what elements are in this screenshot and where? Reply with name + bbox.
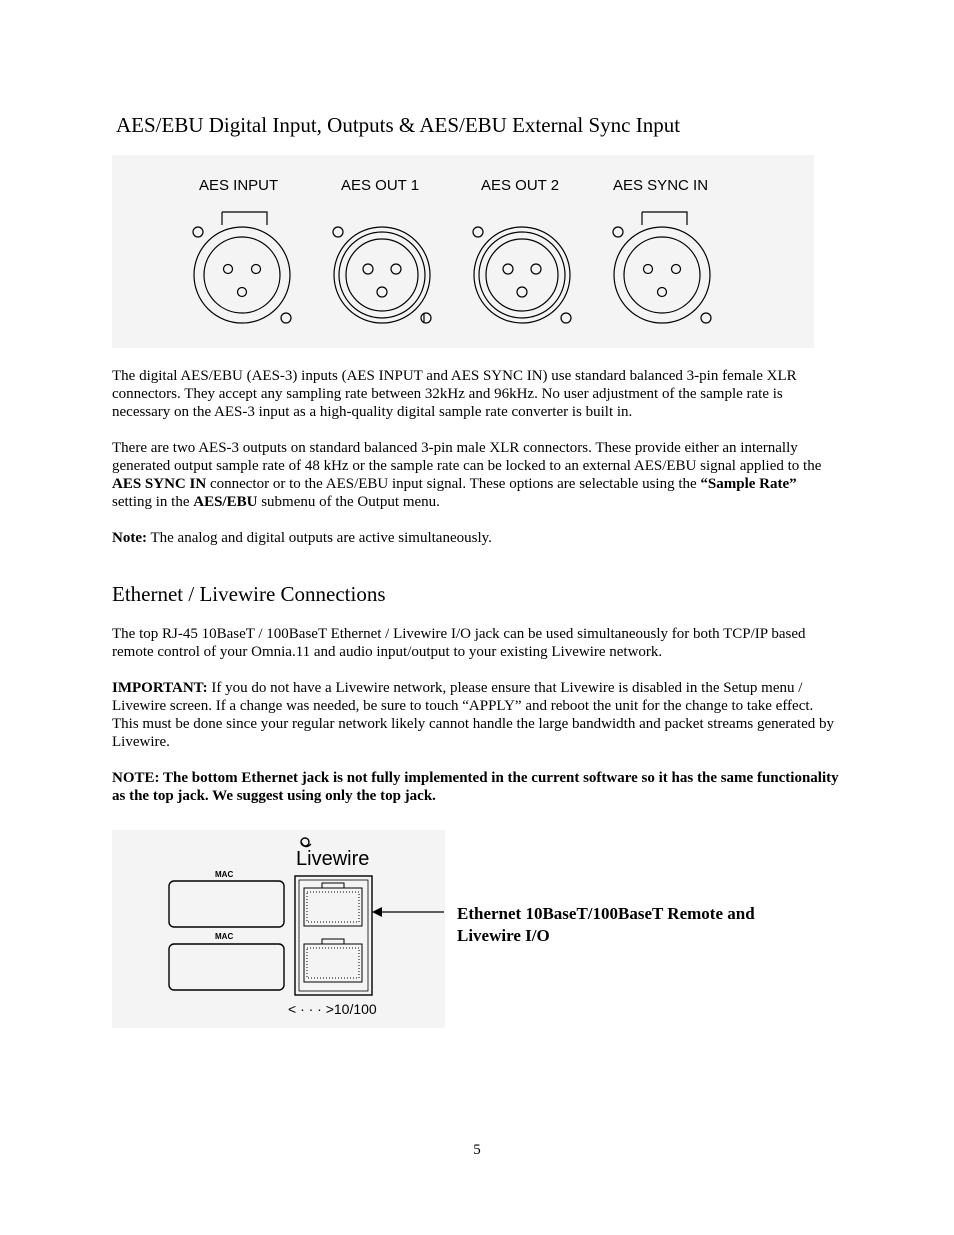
important-text: If you do not have a Livewire network, please ensure that Livewire is disabled in the Setup menu / Livewire screen. If a change was needed, be sure to touch “APPLY” and reboot the unit for the change to take effect. This must be done since your regular network likely cannot handle the large bandwidth and packet streams generated by Livewire. bbox=[112, 680, 834, 750]
text-run: setting in the bbox=[112, 494, 194, 510]
text-run: There are two AES-3 outputs on standard balanced 3-pin male XLR connectors. These provide either an internally generated output sample rate of 48 kHz or the sample rate can be locked to an external AES/EBU signal applied to the bbox=[112, 440, 822, 474]
aes-out1-label: AES OUT 1 bbox=[341, 177, 420, 194]
xlr-female-icon bbox=[193, 212, 291, 323]
aes-paragraph-2 bbox=[112, 439, 840, 511]
mac-box-top bbox=[169, 881, 284, 927]
aes-paragraph-1: The digital AES/EBU (AES-3) inputs (AES INPUT and AES SYNC IN) use standard balanced 3-pin female XLR connectors. They accept any sampling rate between 32kHz and 96kHz. No user adjustment of the sample rate is necessary on the AES-3 input as a high-quality digital sample rate converter is built in. bbox=[112, 368, 797, 420]
xlr-male-icon bbox=[333, 227, 431, 323]
text-run: connector or to the AES/EBU input signal. These options are selectable using the bbox=[206, 476, 701, 492]
ethernet-callout-label: Ethernet 10BaseT/100BaseT Remote and Livewire I/O bbox=[457, 904, 755, 945]
aes-input-label: AES INPUT bbox=[199, 177, 279, 194]
important-label: IMPORTANT: bbox=[112, 680, 208, 696]
note-text: The analog and digital outputs are active simultaneously. bbox=[146, 530, 492, 546]
note-label: Note: bbox=[112, 530, 147, 546]
bold-term: AES SYNC IN bbox=[112, 476, 207, 492]
mac-label-top: MAC bbox=[215, 870, 234, 879]
speed-label: < · · · >10/100 bbox=[288, 1001, 377, 1017]
text-run: submenu of the Output menu. bbox=[257, 494, 440, 510]
ethernet-jack-figure bbox=[112, 830, 445, 1028]
xlr-male-icon bbox=[473, 227, 571, 323]
ethernet-note: NOTE: The bottom Ethernet jack is not fully implemented in the current software so it has the same functionality as the top jack. We suggest using only the top jack. bbox=[112, 770, 839, 804]
rj45-jacks-drawing bbox=[112, 830, 445, 1028]
rj45-top-jack-icon bbox=[304, 883, 362, 926]
livewire-swirl-icon bbox=[301, 838, 311, 847]
mac-box-bottom bbox=[169, 944, 284, 990]
callout-arrow bbox=[370, 905, 450, 919]
section-title-aes: AES/EBU Digital Input, Outputs & AES/EBU External Sync Input bbox=[116, 113, 681, 137]
aes-note bbox=[112, 529, 840, 547]
aes-sync-in-label: AES SYNC IN bbox=[613, 177, 709, 194]
section-title-ethernet: Ethernet / Livewire Connections bbox=[112, 582, 386, 606]
mac-label-bottom: MAC bbox=[215, 932, 234, 941]
livewire-logo: Livewire bbox=[296, 848, 370, 870]
ethernet-paragraph-1: The top RJ-45 10BaseT / 100BaseT Ethernet / Livewire I/O jack can be used simultaneously for both TCP/IP based remote control of your Omnia.11 and audio input/output to your existing Livewire network. bbox=[112, 626, 806, 660]
xlr-connectors-drawing bbox=[112, 155, 814, 348]
aes-out2-label: AES OUT 2 bbox=[481, 177, 560, 194]
bold-term: “Sample Rate” bbox=[700, 476, 797, 492]
xlr-female-icon bbox=[613, 212, 711, 323]
bold-term: AES/EBU bbox=[193, 494, 258, 510]
important-paragraph bbox=[112, 679, 840, 751]
aes-connector-figure bbox=[112, 155, 814, 348]
rj45-bottom-jack-icon bbox=[304, 939, 362, 982]
page-number: 5 bbox=[473, 1142, 481, 1158]
